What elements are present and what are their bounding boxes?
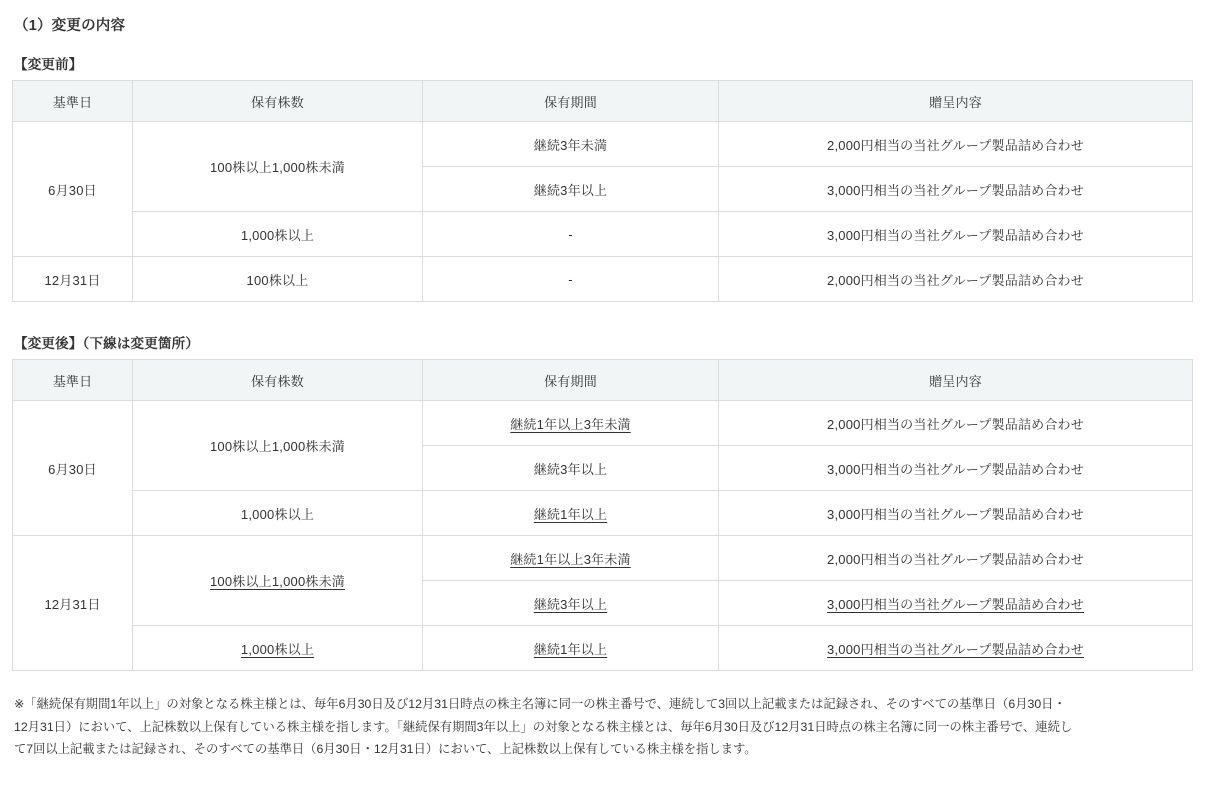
cell-period: 継続1年以上3年未満 [423, 401, 719, 446]
cell-gift: 2,000円相当の当社グループ製品詰め合わせ [719, 536, 1193, 581]
column-header-gift: 贈呈内容 [719, 81, 1193, 122]
table-row [13, 536, 1193, 581]
cell-base-date: 6月30日 [13, 401, 133, 536]
before-change-table [12, 80, 1193, 302]
footnote-line-1: ※「継続保有期間1年以上」の対象となる株主様とは、毎年6月30日及び12月31日時点の株主名簿に同一の株主番号で、連続して3回以上記載または記録され、そのすべての基準日（6月30日・ [14, 697, 1066, 711]
cell-period: 継続1年以上 [423, 491, 719, 536]
cell-gift: 3,000円相当の当社グループ製品詰め合わせ [719, 167, 1193, 212]
column-header-base-date: 基準日 [13, 360, 133, 401]
cell-gift: 3,000円相当の当社グループ製品詰め合わせ [719, 491, 1193, 536]
cell-period: - [423, 212, 719, 257]
cell-period: 継続3年未満 [423, 122, 719, 167]
cell-shares: 1,000株以上 [133, 212, 423, 257]
cell-gift: 3,000円相当の当社グループ製品詰め合わせ [719, 581, 1193, 626]
column-header-gift: 贈呈内容 [719, 360, 1193, 401]
footnote-line-2: 12月31日）において、上記株数以上保有している株主様を指します。「継続保有期間3年以上」の対象となる株主様とは、毎年6月30日及び12月31日時点の株主名簿に同一の株主番号で、連続し [14, 719, 1073, 734]
cell-shares: 100株以上1,000株未満 [133, 122, 423, 212]
table-header-row [13, 81, 1193, 122]
section-spacer [12, 306, 1194, 332]
table-header-row [13, 360, 1193, 401]
table-row [13, 257, 1193, 302]
cell-gift: 3,000円相当の当社グループ製品詰め合わせ [719, 212, 1193, 257]
page-title: （1）変更の内容 [14, 18, 126, 34]
before-table-caption: 【変更前】 [14, 57, 83, 72]
after-table-caption: 【変更後】（下線は変更箇所） [14, 336, 200, 351]
cell-period: - [423, 257, 719, 302]
cell-shares: 100株以上1,000株未満 [133, 401, 423, 491]
cell-shares: 1,000株以上 [133, 626, 423, 671]
cell-period: 継続3年以上 [423, 446, 719, 491]
table-row [13, 626, 1193, 671]
cell-gift: 3,000円相当の当社グループ製品詰め合わせ [719, 446, 1193, 491]
cell-base-date: 12月31日 [13, 257, 133, 302]
cell-base-date: 6月30日 [13, 122, 133, 257]
cell-period: 継続1年以上 [423, 626, 719, 671]
cell-shares: 100株以上 [133, 257, 423, 302]
cell-shares: 1,000株以上 [133, 491, 423, 536]
cell-gift: 3,000円相当の当社グループ製品詰め合わせ [719, 626, 1193, 671]
footnote-line-3: て7回以上記載または記録され、そのすべての基準日（6月30日・12月31日）において、上記株数以上保有している株主様を指します。 [14, 742, 757, 757]
table-row [13, 212, 1193, 257]
table-row [13, 401, 1193, 446]
cell-period: 継続3年以上 [423, 167, 719, 212]
cell-gift: 2,000円相当の当社グループ製品詰め合わせ [719, 401, 1193, 446]
table-row [13, 122, 1193, 167]
table-row [13, 491, 1193, 536]
cell-base-date: 12月31日 [13, 536, 133, 671]
cell-gift: 2,000円相当の当社グループ製品詰め合わせ [719, 122, 1193, 167]
cell-shares: 100株以上1,000株未満 [133, 536, 423, 626]
column-header-shares: 保有株数 [133, 81, 423, 122]
cell-period: 継続1年以上3年未満 [423, 536, 719, 581]
column-header-shares: 保有株数 [133, 360, 423, 401]
cell-gift: 2,000円相当の当社グループ製品詰め合わせ [719, 257, 1193, 302]
footnote [14, 693, 1186, 761]
column-header-period: 保有期間 [423, 81, 719, 122]
after-change-table [12, 359, 1193, 671]
column-header-base-date: 基準日 [13, 81, 133, 122]
cell-period: 継続3年以上 [423, 581, 719, 626]
column-header-period: 保有期間 [423, 360, 719, 401]
